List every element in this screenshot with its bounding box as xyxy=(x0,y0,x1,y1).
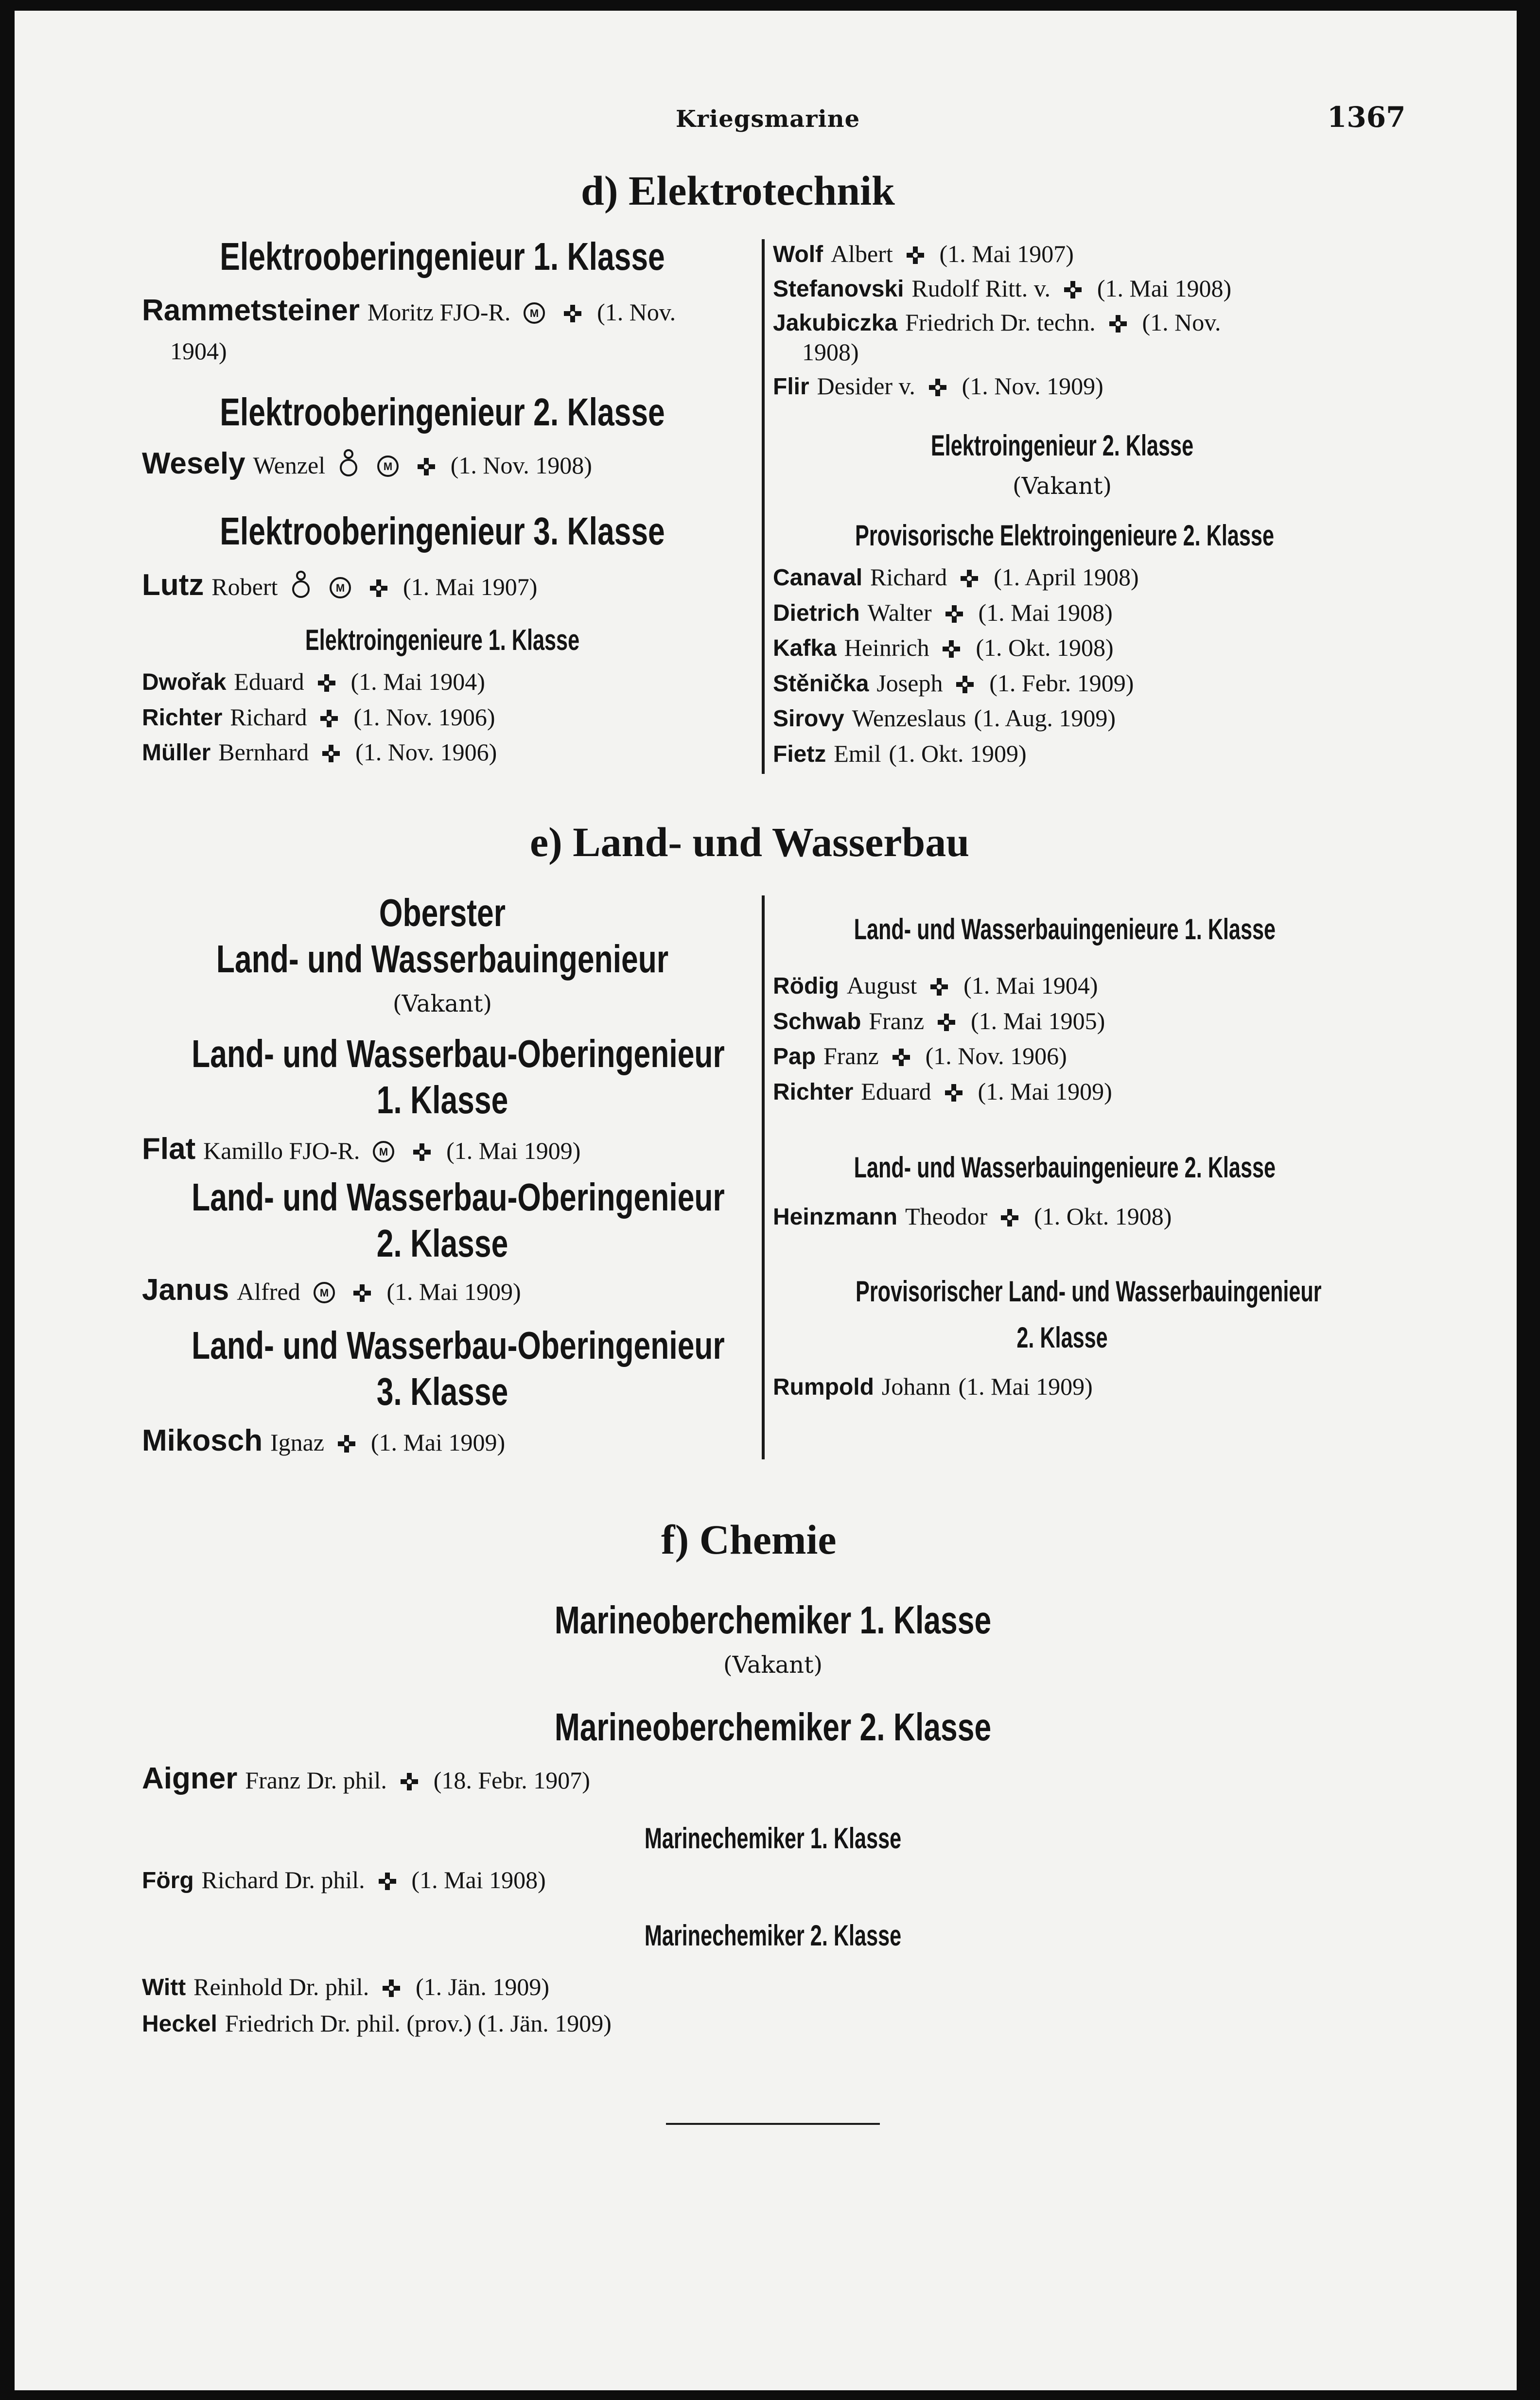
entry-date: (1. Mai 1909) xyxy=(978,1077,1112,1105)
section-title-chemie: f) Chemie xyxy=(661,1516,837,1563)
cross-icon xyxy=(944,1083,963,1103)
cross-icon xyxy=(945,604,964,624)
column-divider xyxy=(762,895,765,1459)
heading-klasse-3: 3. Klasse xyxy=(376,1370,508,1413)
vacancy-note: (Vakant) xyxy=(392,990,492,1017)
person-name: Heinzmann xyxy=(773,1204,898,1230)
person-details: Franz Dr. phil. xyxy=(245,1767,387,1794)
person-details: Eduard xyxy=(861,1077,931,1105)
person-details: Richard xyxy=(230,703,307,731)
person-name: Aigner xyxy=(142,1762,238,1795)
heading-marinechemiker-1: Marinechemiker 1. Klasse xyxy=(644,1822,902,1855)
heading-provisorischer-wasserbauingenieur: Provisorischer Land- und Wasserbauingenieur xyxy=(856,1275,1322,1308)
list-item xyxy=(773,562,1139,592)
entry-date: (1. Mai 1905) xyxy=(970,1007,1105,1034)
cross-icon xyxy=(317,673,336,693)
entry-date: (18. Febr. 1907) xyxy=(433,1767,590,1794)
entry-date: (1. Mai 1907) xyxy=(939,240,1074,267)
list-item xyxy=(773,598,1139,628)
person-details: Friedrich Dr. techn. xyxy=(905,309,1096,336)
person-name: Stefanovski xyxy=(773,276,904,302)
heading-land-wasserbauingenieur: Land- und Wasserbauingenieur xyxy=(216,937,669,981)
entry-janus xyxy=(142,1272,521,1308)
page-number: 1367 xyxy=(1327,101,1406,134)
person-details: Rudolf Ritt. v. xyxy=(911,274,1051,302)
heading-elektrooberingenieur-2: Elektrooberingenieur 2. Klasse xyxy=(220,390,665,434)
list-item xyxy=(773,739,1139,769)
person-name: Kafka xyxy=(773,635,837,662)
section-title-elektrotechnik: d) Elektrotechnik xyxy=(581,167,895,214)
medal-icon xyxy=(372,1140,395,1163)
entry-rammetsteiner xyxy=(142,293,676,329)
heading-oberingenieur-3: Land- und Wasserbau-Oberingenieur xyxy=(192,1324,725,1367)
list-item xyxy=(142,737,497,767)
person-name: Witt xyxy=(142,1975,186,2000)
list-item xyxy=(142,667,497,697)
entry-date: (1. Mai 1909) xyxy=(386,1278,521,1305)
person-name: Schwab xyxy=(773,1008,861,1034)
list-item xyxy=(773,703,1139,733)
person-name: Janus xyxy=(142,1273,229,1307)
entry-wesely xyxy=(142,446,592,482)
person-details: Emil xyxy=(834,739,881,767)
heading-marineoberchemiker-2: Marineoberchemiker 2. Klasse xyxy=(554,1705,992,1749)
list-item xyxy=(773,1041,1112,1071)
person-details: Heinrich xyxy=(844,634,929,662)
list-item xyxy=(773,1006,1112,1036)
person-name: Wesely xyxy=(142,447,245,480)
person-name: Sirovy xyxy=(773,706,844,732)
list-item xyxy=(773,1077,1112,1106)
list-wasserbauingenieure-1 xyxy=(773,971,1112,1106)
entry-stefanovski xyxy=(773,274,1231,303)
heading-marinechemiker-2: Marinechemiker 2. Klasse xyxy=(644,1919,902,1952)
person-name: Flat xyxy=(142,1132,196,1166)
medal-icon xyxy=(313,1281,335,1304)
entry-lutz xyxy=(142,567,537,603)
person-name: Rödig xyxy=(773,973,839,999)
entry-date: (1. Nov. 1908) xyxy=(450,452,592,479)
person-details: Theodor xyxy=(905,1203,988,1230)
vacancy-note: (Vakant) xyxy=(723,1651,823,1679)
cross-icon xyxy=(352,1283,372,1303)
medal-icon xyxy=(329,577,351,599)
cross-icon xyxy=(937,1013,956,1032)
person-name: Müller xyxy=(142,740,211,766)
person-name: Rumpold xyxy=(773,1374,874,1400)
cross-icon xyxy=(337,1434,356,1454)
list-elektroingenieure-1 xyxy=(142,667,497,767)
cross-icon xyxy=(960,569,979,588)
cross-icon xyxy=(892,1048,911,1067)
entry-date: (1. Mai 1907) xyxy=(403,573,538,600)
cross-icon xyxy=(928,378,947,397)
entry-date: (1. Nov. 1906) xyxy=(925,1042,1067,1070)
heading-elektrooberingenieur-1: Elektrooberingenieur 1. Klasse xyxy=(220,235,665,278)
entry-date: (1. Febr. 1909) xyxy=(989,669,1134,697)
person-details: Ignaz xyxy=(270,1429,325,1456)
list-item xyxy=(773,971,1112,1000)
cross-icon xyxy=(319,709,339,728)
person-details: Alfred xyxy=(237,1278,300,1305)
person-name: Mikosch xyxy=(142,1424,263,1457)
entry-rumpold xyxy=(773,1372,1093,1401)
cross-icon xyxy=(378,1872,397,1891)
list-item xyxy=(142,702,497,732)
heading-elektrooberingenieur-3: Elektrooberingenieur 3. Klasse xyxy=(220,509,665,553)
cross-icon xyxy=(563,304,582,323)
entry-date: (1. Okt. 1908) xyxy=(1034,1203,1172,1230)
person-name: Heckel xyxy=(142,2011,217,2037)
entry-date: (1. April 1908) xyxy=(994,563,1139,591)
cross-icon xyxy=(929,977,949,997)
entry-date: (1. Mai 1908) xyxy=(411,1866,546,1893)
person-details: Wenzel xyxy=(253,452,326,479)
list-item xyxy=(773,668,1139,698)
person-details: Franz xyxy=(823,1042,879,1070)
entry-date: (1. Okt. 1909) xyxy=(889,739,1027,767)
person-name: Canaval xyxy=(773,565,863,591)
section-title-land-wasserbau: e) Land- und Wasserbau xyxy=(530,819,970,865)
person-name: Lutz xyxy=(142,568,204,602)
entry-date: (1. Nov. 1909) xyxy=(962,372,1103,400)
cross-icon xyxy=(955,675,975,694)
heading-klasse-2: 2. Klasse xyxy=(1016,1321,1108,1354)
order-icon xyxy=(291,570,311,600)
entry-continuation: 1904) xyxy=(170,337,227,365)
cross-icon xyxy=(400,1772,419,1791)
entry-jakubiczka xyxy=(773,308,1231,337)
cross-icon xyxy=(382,1979,401,1998)
cross-icon xyxy=(369,578,388,598)
running-title: Kriegsmarine xyxy=(676,105,860,133)
person-name: Stěnička xyxy=(773,670,869,697)
heading-elektroingenieure-1: Elektroingenieure 1. Klasse xyxy=(305,624,580,656)
cross-icon xyxy=(1108,314,1128,333)
list-elektrotechnik-right xyxy=(773,239,1231,401)
list-item xyxy=(773,633,1139,663)
vacancy-note: (Vakant) xyxy=(1012,473,1112,500)
person-name: Wolf xyxy=(773,242,823,267)
person-details: Moritz FJO-R. xyxy=(367,298,511,326)
entry-continuation: 1908) xyxy=(802,338,859,366)
entry-date: (1. Mai 1909) xyxy=(958,1373,1093,1400)
cross-icon xyxy=(942,639,961,659)
heading-marineoberchemiker-1: Marineoberchemiker 1. Klasse xyxy=(554,1598,992,1642)
entry-date: (1. Nov. 1906) xyxy=(355,738,497,766)
entry-date: (1. Mai 1904) xyxy=(350,668,485,695)
list-provisorische-elektroingenieure xyxy=(773,562,1139,769)
entry-date: (1. Mai 1904) xyxy=(963,972,1098,999)
end-rule xyxy=(666,2123,880,2125)
entry-date: (1. Mai 1909) xyxy=(370,1429,506,1456)
cross-icon xyxy=(1000,1208,1019,1227)
heading-provisorische-elektroingenieure-2: Provisorische Elektroingenieure 2. Klasse xyxy=(855,519,1274,552)
column-divider xyxy=(762,239,765,774)
entry-date: (1. Nov. xyxy=(1142,309,1221,336)
person-name: Förg xyxy=(142,1868,194,1893)
entry-date: (1. Okt. 1908) xyxy=(976,634,1114,662)
person-name: Jakubiczka xyxy=(773,310,898,336)
heading-klasse-2: 2. Klasse xyxy=(376,1222,508,1265)
entry-wolf xyxy=(773,239,1231,269)
person-details: Walter xyxy=(867,598,932,626)
entry-aigner xyxy=(142,1761,590,1797)
entry-date: (1. Nov. 1906) xyxy=(353,703,495,731)
heading-klasse-1: 1. Klasse xyxy=(376,1078,508,1121)
entry-date: (1. Mai 1908) xyxy=(978,598,1113,626)
entry-flir xyxy=(773,371,1231,401)
person-details: August xyxy=(846,972,917,999)
entry-date: (1. Nov. xyxy=(597,298,676,326)
entry-flat xyxy=(142,1131,580,1167)
entry-date: (1. Mai 1909) xyxy=(446,1137,581,1164)
person-name: Richter xyxy=(142,704,223,731)
person-details: Wenzeslaus xyxy=(852,704,966,732)
order-icon xyxy=(339,448,358,478)
document-page xyxy=(15,11,1517,2390)
person-details: Richard Dr. phil. xyxy=(201,1866,365,1893)
entry-date: (1. Jän. 1909) xyxy=(416,1973,549,2000)
person-details: Richard xyxy=(870,563,947,591)
heading-wasserbauingenieure-1: Land- und Wasserbauingenieure 1. Klasse xyxy=(854,913,1276,946)
heading-oberingenieur-1: Land- und Wasserbau-Oberingenieur xyxy=(192,1032,725,1075)
person-details: Reinhold Dr. phil. xyxy=(193,1973,369,2000)
person-name: Pap xyxy=(773,1044,816,1070)
heading-elektroingenieur-2: Elektroingenieur 2. Klasse xyxy=(930,429,1194,462)
person-details: Franz xyxy=(869,1007,925,1034)
person-name: Fietz xyxy=(773,741,826,767)
entry-heckel xyxy=(142,2009,612,2038)
person-details: Eduard xyxy=(234,668,304,695)
entry-date: (1. Mai 1908) xyxy=(1097,274,1232,302)
heading-oberingenieur-2: Land- und Wasserbau-Oberingenieur xyxy=(192,1175,725,1219)
cross-icon xyxy=(1063,280,1083,299)
medal-icon xyxy=(523,302,545,324)
person-name: Dietrich xyxy=(773,600,860,626)
person-details: Joseph xyxy=(876,669,943,697)
person-name: Flir xyxy=(773,373,809,400)
person-name: Richter xyxy=(773,1079,854,1105)
heading-oberster: Oberster xyxy=(379,891,506,934)
entry-witt xyxy=(142,1972,549,2002)
cross-icon xyxy=(906,245,925,265)
entry-mikosch xyxy=(142,1423,505,1459)
person-details: Desider v. xyxy=(817,372,915,400)
person-details: Kamillo FJO-R. xyxy=(203,1137,360,1164)
medal-icon xyxy=(377,455,399,477)
heading-wasserbauingenieure-2: Land- und Wasserbauingenieure 2. Klasse xyxy=(854,1151,1276,1184)
person-name: Dwořak xyxy=(142,669,227,695)
entry-foerg xyxy=(142,1865,546,1895)
person-details: Robert xyxy=(211,573,278,600)
entry-heinzmann xyxy=(773,1202,1172,1231)
person-details: Albert xyxy=(830,240,893,267)
person-details: Friedrich Dr. phil. (prov.) (1. Jän. 1909) xyxy=(225,2010,612,2037)
cross-icon xyxy=(417,457,436,476)
entry-date: (1. Aug. 1909) xyxy=(974,704,1116,732)
cross-icon xyxy=(412,1142,432,1162)
person-details: Bernhard xyxy=(218,738,309,766)
person-name: Rammetsteiner xyxy=(142,294,360,327)
person-details: Johann xyxy=(881,1373,951,1400)
cross-icon xyxy=(321,744,341,763)
